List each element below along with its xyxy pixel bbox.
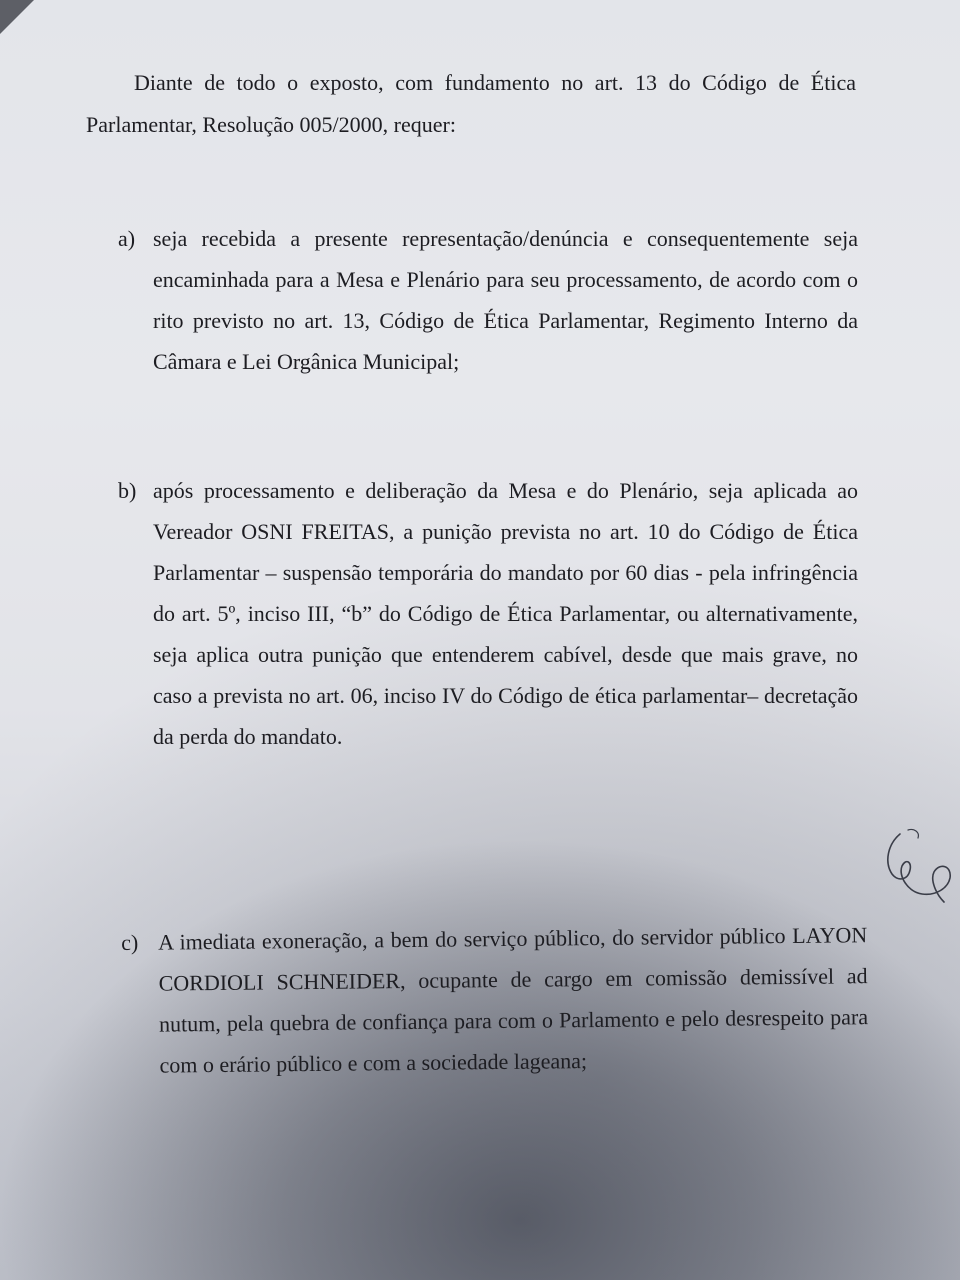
list-text-b: após processamento e deliberação da Mesa e do Plenário, seja aplicada ao Vereador OSNI FREITAS, a punição prevista no art. 10 do Código de Ética Parlamentar – suspensão temporária do mandato por 60 dias - pela infringência do art. 5º, inciso III, “b” do Código de Ética Parlamentar, ou alternativamente, seja aplica outra punição que entenderem cabível, desde que mais grave, no caso a prevista no art. 06, inciso IV do Código de ética parlamentar– decretação da perda do mandato.	[153, 478, 858, 749]
list-text-c: A imediata exoneração, a bem do serviço público, do servidor público LAYON CORDIOLI SCHNEIDER, ocupante de cargo em comissão demissível ad nutum, pela quebra de confiança para com o Parlamento e pelo desrespeito para com o erário público e com a sociedade lageana;	[158, 922, 869, 1078]
list-item-c	[121, 914, 869, 1086]
list-marker-b: b)	[118, 478, 137, 503]
list-text-a: seja recebida a presente representação/denúncia e consequentemente seja encaminhada para a Mesa e Plenário para seu processamento, de acordo com o rito previsto no art. 13, Código de Ética Parlamentar, Regimento Interno da Câmara e Lei Orgânica Municipal;	[153, 226, 858, 374]
page-corner-shadow	[0, 0, 34, 34]
intro-paragraph: Diante de todo o exposto, com fundamento no art. 13 do Código de Ética Parlamentar, Resolução 005/2000, requer:	[86, 70, 856, 137]
list-item-a	[118, 218, 858, 382]
list-item-b	[118, 470, 858, 757]
handwritten-initials-icon	[878, 822, 958, 922]
list-marker-c: c)	[121, 929, 139, 955]
list-marker-a: a)	[118, 226, 136, 251]
